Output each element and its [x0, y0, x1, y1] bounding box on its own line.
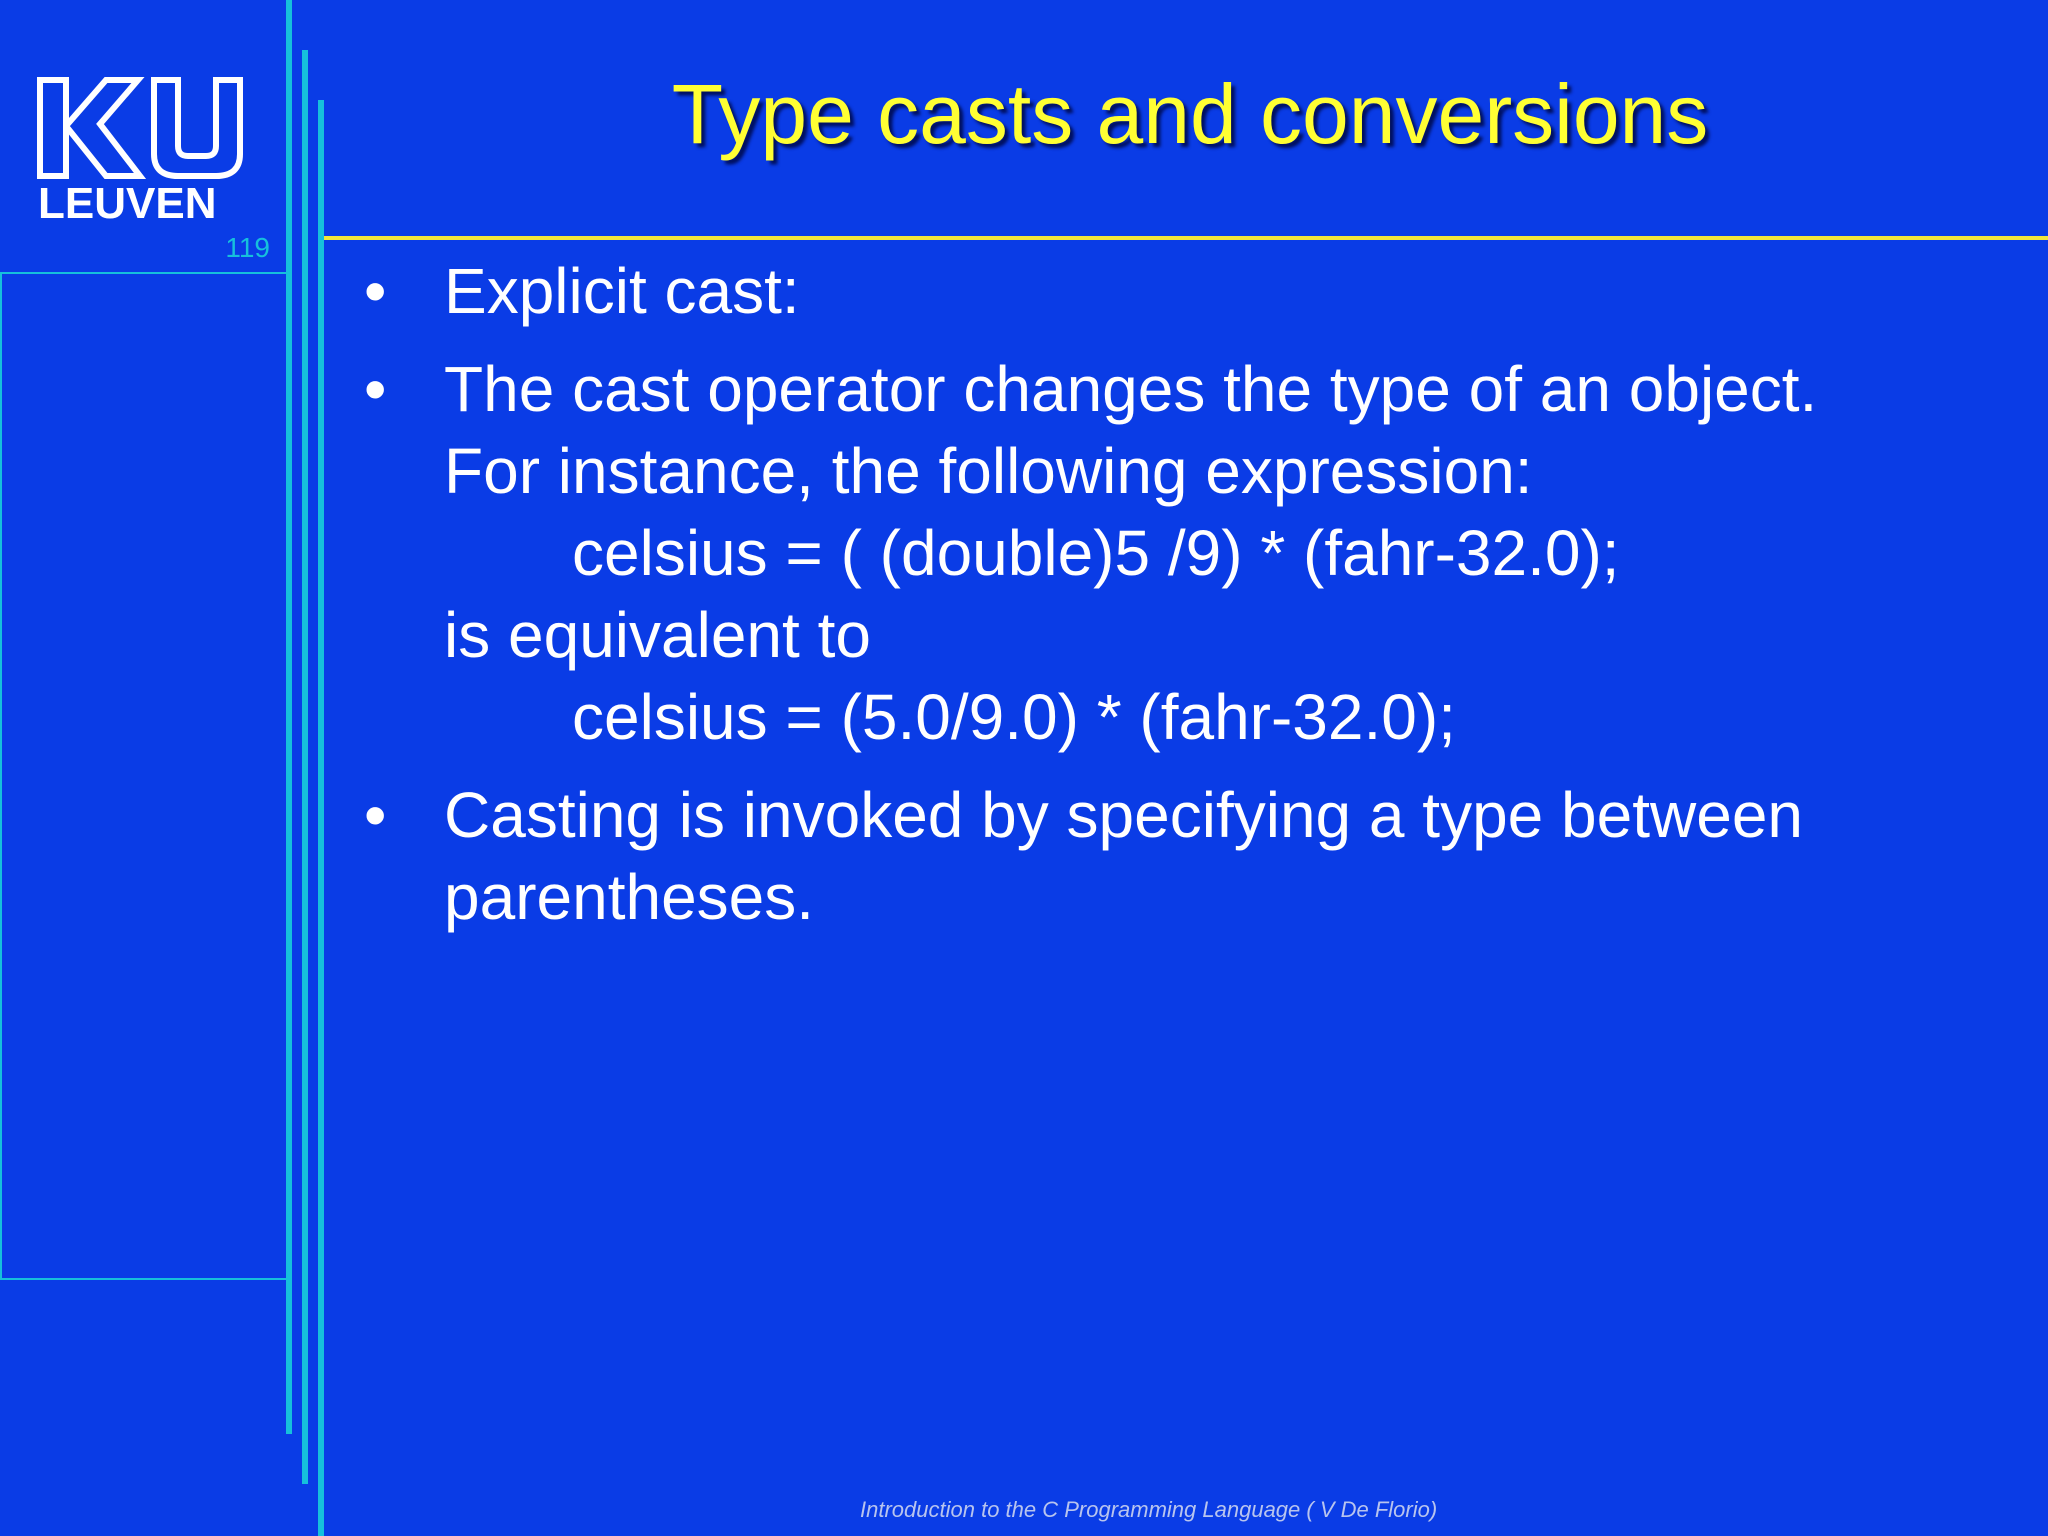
bullet-text: Explicit cast:: [444, 255, 800, 327]
bullet-item: [364, 774, 2024, 938]
bullet-symbol: •: [364, 353, 387, 425]
bullet-text: The cast operator changes the type of an object.: [444, 353, 1818, 425]
ku-leuven-logo: [36, 76, 250, 222]
bullet-item: [364, 348, 2024, 758]
bullet-symbol: •: [364, 255, 387, 327]
sidebar-rule-3: [318, 100, 324, 1536]
slide-footer: Introduction to the C Programming Language ( V De Florio): [860, 1497, 1438, 1522]
slide-content: [364, 250, 2024, 954]
page-number: 119: [225, 232, 270, 263]
title-rule: [324, 236, 2048, 240]
bullet-text: parentheses.: [444, 861, 815, 933]
sidebar-rule-2: [302, 50, 308, 1484]
bullet-text: For instance, the following expression:: [444, 435, 1533, 507]
bullet-text: Casting is invoked by specifying a type between: [444, 779, 1803, 851]
sidebar-box: [0, 272, 288, 1280]
svg-text:LEUVEN: LEUVEN: [38, 179, 217, 222]
bullet-text: is equivalent to: [444, 599, 871, 671]
bullet-item: [364, 250, 2024, 332]
bullet-symbol: •: [364, 779, 387, 851]
code-line: celsius = (5.0/9.0) * (fahr-32.0);: [572, 681, 1456, 753]
slide-title: Type casts and conversions: [671, 67, 1709, 161]
code-line: celsius = ( (double)5 /9) * (fahr-32.0);: [572, 517, 1620, 589]
